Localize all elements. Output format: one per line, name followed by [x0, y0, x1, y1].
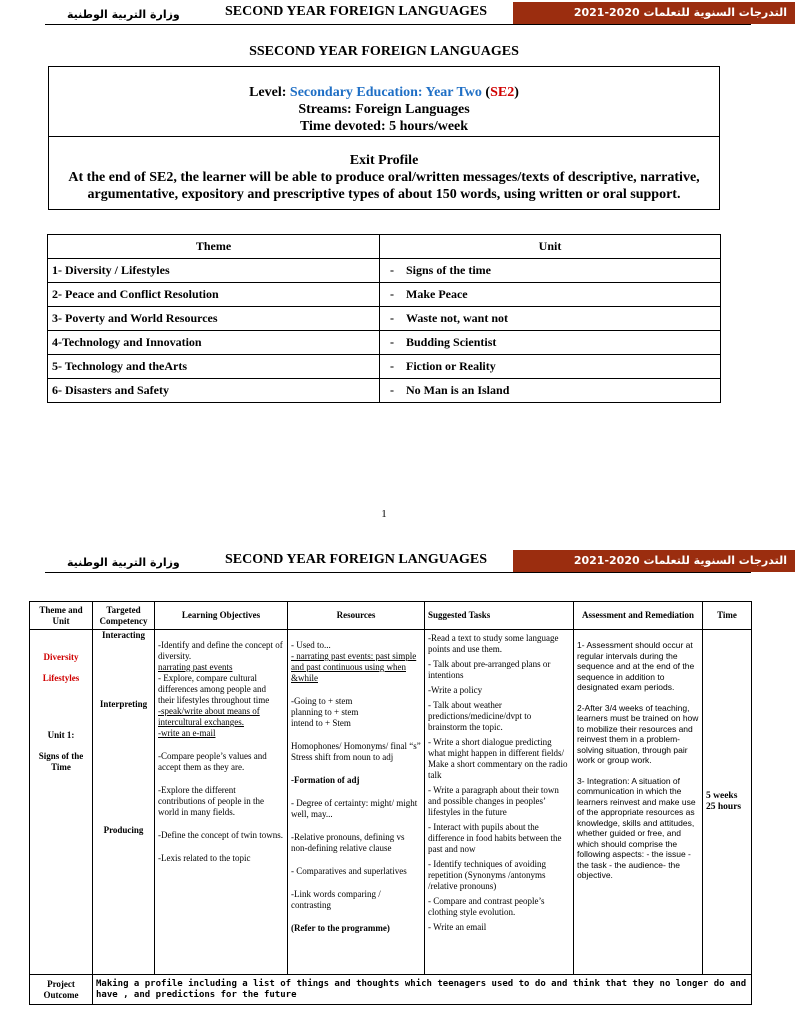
exit-profile-title: Exit Profile	[349, 153, 419, 168]
unit-cell	[380, 379, 721, 403]
table-row	[48, 283, 721, 307]
objective-item: - Explore, compare cultural differences among people and their lifestyles throughout time	[158, 673, 270, 705]
theme-cell: 5- Technology and theArts	[48, 355, 380, 379]
objective-item: narrating past events	[158, 662, 233, 672]
plan-body-row	[30, 630, 752, 975]
col-tasks: Suggested Tasks	[425, 602, 574, 630]
col-objectives: Learning Objectives	[155, 602, 288, 630]
objective-item: -Lexis related to the topic	[158, 853, 251, 863]
project-text: Making a profile including a list of things and thoughts which teenagers used to do and think that they no longer do and have , and predictions for the future	[93, 975, 752, 1005]
time-cell	[703, 630, 752, 975]
list-dash: -	[390, 287, 394, 301]
resource-item: -Link words comparing / contrasting	[291, 889, 381, 910]
unit-cell	[380, 283, 721, 307]
theme-cell: 1- Diversity / Lifestyles	[48, 259, 380, 283]
list-dash: -	[390, 359, 394, 373]
col-assessment: Assessment and Remediation	[574, 602, 703, 630]
level-open-paren: (	[481, 85, 491, 100]
col-theme-unit: Theme and Unit	[30, 602, 93, 630]
table-row	[48, 307, 721, 331]
resource-item: (Refer to the programme)	[291, 923, 390, 933]
competency-producing: Producing	[103, 825, 144, 835]
page-number: 1	[381, 508, 387, 520]
resource-item: intend to + Stem	[291, 718, 351, 728]
task-item: - Write a short dialogue predicting what might happen in different fields/ Make a short commentary on the radio talk	[428, 737, 568, 780]
assessment-item: 1- Assessment should occur at regular intervals during the sequence and at the end of the sequence in addition to designated exam periods.	[577, 640, 695, 692]
theme-name-2: Lifestyles	[42, 673, 80, 683]
assessment-cell	[574, 630, 703, 975]
header-rule	[45, 24, 751, 25]
table-row	[48, 355, 721, 379]
theme-cell: 4-Technology and Innovation	[48, 331, 380, 355]
level-code: SE2	[490, 85, 515, 100]
table-row	[48, 331, 721, 355]
time-hours: 25 hours	[706, 802, 742, 812]
table-row	[48, 259, 721, 283]
time-weeks: 5 weeks	[706, 791, 738, 801]
streams-line: Streams: Foreign Languages	[298, 102, 470, 117]
list-dash: -	[390, 335, 394, 349]
competency-interpreting: Interpreting	[99, 699, 148, 709]
objective-item: -speak/write about means of intercultural exchanges.	[158, 706, 260, 727]
list-dash: -	[390, 311, 394, 325]
table-header-row	[48, 235, 721, 259]
unit-cell	[380, 259, 721, 283]
objective-item: -Compare people’s values and accept them as they are.	[158, 751, 267, 772]
task-item: - Write a paragraph about their town and possible changes in peoples’ lifestyles in the future	[428, 785, 559, 817]
theme-cell: 2- Peace and Conflict Resolution	[48, 283, 380, 307]
task-item: -Read a text to study some language points and use them.	[428, 633, 559, 654]
col-time: Time	[703, 602, 752, 630]
resource-item: - Used to...	[291, 640, 331, 650]
theme-name-1: Diversity	[43, 652, 79, 662]
unit-name: Waste not, want not	[406, 311, 509, 325]
list-dash: -	[390, 383, 394, 397]
competency-interacting: Interacting	[102, 630, 145, 640]
objective-item: -Explore the different contributions of people in the world in many fields.	[158, 785, 264, 817]
theme-cell: 3- Poverty and World Resources	[48, 307, 380, 331]
time-devoted-line: Time devoted: 5 hours/week	[299, 119, 469, 134]
header-badge: التدرجات السنوية للتعلمات 2020-2021	[513, 2, 795, 24]
objectives-cell	[155, 630, 288, 975]
unit-cell	[380, 307, 721, 331]
exit-profile-box	[48, 136, 720, 210]
theme-unit-cell	[30, 630, 93, 975]
header-title: SECOND YEAR FOREIGN LANGUAGES	[225, 4, 488, 19]
resources-cell	[288, 630, 425, 975]
ministry-label: وزارة التربية الوطنية	[67, 8, 180, 21]
table-row	[48, 379, 721, 403]
lesson-plan-table	[29, 601, 752, 1005]
resource-item: Homophones/ Homonyms/ final “s”	[291, 741, 421, 751]
resource-item: - Comparatives and superlatives	[291, 866, 407, 876]
task-item: - Identify techniques of avoiding repetition (Synonyms /antonyms /relative pronouns)	[428, 859, 546, 891]
plan-header-row	[30, 602, 752, 630]
project-label: Project Outcome	[30, 975, 93, 1005]
ministry-label: وزارة التربية الوطنية	[67, 556, 180, 569]
project-row	[30, 975, 752, 1005]
page-header	[45, 4, 787, 26]
theme-cell: 6- Disasters and Safety	[48, 379, 380, 403]
header-title: SECOND YEAR FOREIGN LANGUAGES	[225, 552, 488, 567]
task-item: - Compare and contrast people’s clothing style evolution.	[428, 896, 545, 917]
unit-name: Fiction or Reality	[406, 359, 496, 373]
task-item: -Write a policy	[428, 685, 483, 695]
unit-name: Budding Scientist	[406, 335, 497, 349]
page-header	[45, 552, 787, 574]
document-title: SSECOND YEAR FOREIGN LANGUAGES	[249, 44, 519, 59]
level-value: Secondary Education: Year Two	[289, 85, 482, 100]
objective-item: -Identify and define the concept of diversity.	[158, 640, 283, 661]
col-resources: Resources	[288, 602, 425, 630]
header-badge: التدرجات السنوية للتعلمات 2020-2021	[513, 550, 795, 572]
theme-column-header: Theme	[48, 235, 380, 259]
task-item: - Interact with pupils about the difference in food habits between the past and now	[428, 822, 562, 854]
level-line	[49, 84, 719, 101]
resource-item: planning to + stem	[291, 707, 359, 717]
resource-item: -Formation of adj	[291, 775, 360, 785]
themes-table	[47, 234, 721, 403]
header-rule	[45, 572, 751, 573]
col-competency: Targeted Competency	[93, 602, 155, 630]
unit-name: Make Peace	[406, 287, 468, 301]
assessment-item: 2-After 3/4 weeks of teaching, learners must be trained on how to mobilize their resources and reinvest them in a problem-solving situation, through pair work or group work.	[577, 702, 699, 765]
objective-item: -Define the concept of twin towns.	[158, 830, 283, 840]
assessment-item: 3- Integration: A situation of communication in which the learners reinvest and make use of the appropriate resources as knowledge, skills and attitudes, whether guided or free, and which should comprise the following aspects: - the issue - the task - the audience- the objective.	[577, 775, 696, 880]
unit-column-header: Unit	[380, 235, 721, 259]
unit-name: Signs of the time	[406, 263, 491, 277]
resource-item: - narrating past events: past simple and past continuous using when &while	[291, 651, 417, 683]
exit-profile-text: At the end of SE2, the learner will be able to produce oral/written messages/texts of descriptive, narrative, argumentative, expository and prescriptive types of about 150 words, using written or oral support.	[68, 170, 700, 202]
resource-item: -Going to + stem	[291, 696, 353, 706]
resource-item: -Relative pronouns, defining vs non-defining relative clause	[291, 832, 405, 853]
list-dash: -	[390, 263, 394, 277]
resource-item: - Degree of certainty: might/ might well, may...	[291, 798, 418, 819]
tasks-cell	[425, 630, 574, 975]
task-item: - Talk about pre-arranged plans or intentions	[428, 659, 551, 680]
unit-cell	[380, 331, 721, 355]
level-label: Level:	[249, 85, 290, 100]
competency-cell	[93, 630, 155, 975]
objective-item: -write an e-mail	[158, 728, 216, 738]
task-item: - Talk about weather predictions/medicine/dvpt to brainstorm the topic.	[428, 700, 532, 732]
level-box	[48, 66, 720, 137]
unit-name: No Man is an Island	[406, 383, 510, 397]
task-item: - Write an email	[428, 922, 487, 932]
unit-label: Unit 1:	[47, 730, 75, 740]
level-close-paren: )	[514, 85, 519, 100]
unit-name: Signs of the Time	[38, 751, 84, 772]
unit-cell	[380, 355, 721, 379]
resource-item: Stress shift from noun to adj	[291, 752, 394, 762]
